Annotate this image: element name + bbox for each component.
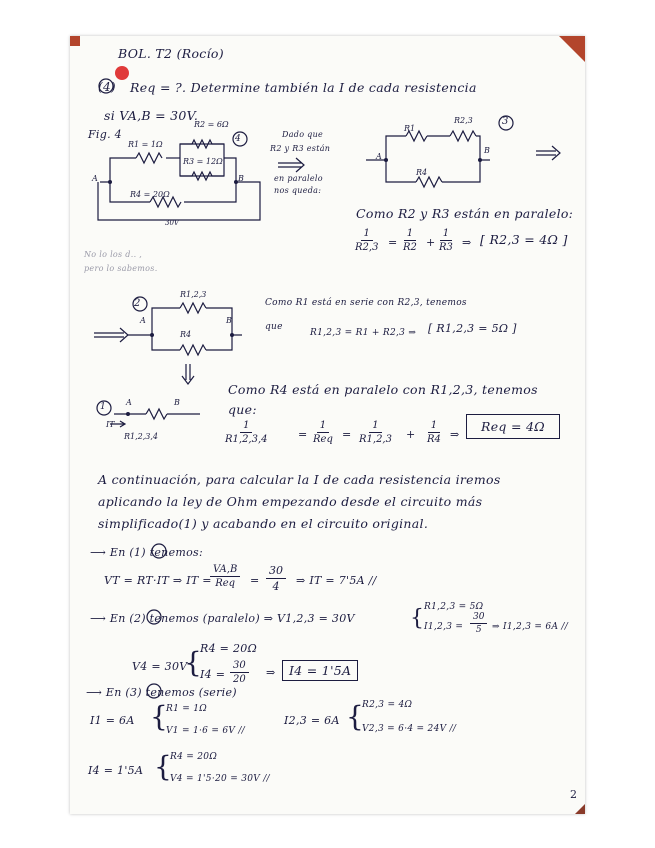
r4-label: R4 = 20Ω: [130, 190, 170, 199]
arrow-icon: [536, 146, 560, 160]
figure3-circle-number: 3: [502, 116, 509, 127]
fraction-vab-req: VA,B Req: [210, 564, 240, 589]
calc-intro: ⟶ En (1) tenemos:: [90, 546, 203, 559]
i1-value: I1 = 6A: [90, 714, 135, 727]
problem-statement: Req = ?. Determine también la I de cada resistencia: [130, 80, 477, 95]
r3-label: R3 = 12Ω: [183, 157, 223, 166]
node-b-label: B: [226, 316, 232, 325]
brace: {: [150, 700, 169, 733]
paragraph-line: aplicando la ley de Ohm empezando desde el circuito más: [98, 494, 483, 509]
figure3-circuit: [366, 116, 513, 187]
r1-label: R1 = 1Ω: [128, 140, 163, 149]
paragraph-line: simplificado(1) y acabando en el circuito original.: [98, 516, 429, 531]
paragraph-line: A continuación, para calcular la I de cada resistencia iremos: [98, 472, 501, 487]
r4-resistor: [150, 197, 181, 207]
fraction-req: 1 Req: [313, 420, 333, 445]
equals-sign: =: [342, 428, 352, 441]
r1234-resistor: [146, 409, 167, 419]
r4-label: R4: [180, 330, 192, 339]
ohm-law: VT = RT·IT ⇒ IT =: [104, 574, 212, 587]
node-a-label: A: [92, 174, 98, 183]
notebook-page: [70, 36, 585, 814]
parallel-text: que:: [228, 402, 257, 417]
margin-note: No lo los d.. ,: [84, 250, 143, 259]
r123-resistor: [180, 303, 206, 313]
equals-sign: =: [298, 428, 308, 441]
current-arrow: [110, 421, 125, 427]
series-text: que: [265, 322, 283, 332]
calc-intro: ⟶ En (3) tenemos (serie): [86, 686, 237, 699]
node-a-label: A: [376, 152, 382, 161]
fraction-r23: $\frac{1}{R2,3}$: [355, 228, 379, 253]
series-text: Como R1 está en serie con R2,3, tenemos: [265, 298, 467, 308]
fraction-30-20: $\frac{30}{20}$: [230, 660, 249, 685]
node-b-label: B: [238, 174, 244, 183]
result-r123: [ R1,2,3 = 5Ω ]: [428, 322, 517, 335]
fraction-r3: $\frac{1}{R3}$: [439, 228, 453, 253]
r2-label: R2 = 6Ω: [194, 120, 229, 129]
step-note: nos queda:: [274, 186, 322, 195]
figure2-circle-number: 2: [134, 298, 141, 309]
brace: {: [184, 646, 203, 679]
r23-resistor: [450, 131, 476, 141]
node-a-label: A: [126, 398, 132, 407]
r1-label: R1: [404, 124, 416, 133]
i23-value: I2,3 = 6A: [284, 714, 340, 727]
r4-resistor: [416, 177, 442, 187]
implies-sign: ⇒: [266, 666, 276, 679]
node-b-label: B: [174, 398, 180, 407]
problem-condition: si VA,B = 30V.: [104, 108, 199, 123]
fraction-r4: $\frac{1}{R4}$: [427, 420, 441, 445]
series-equation: R1,2,3 = R1 + R2,3 ⇒: [310, 328, 417, 338]
fraction-r2: $\frac{1}{R2}$: [403, 228, 417, 253]
r23-value: R2,3 = 4Ω: [362, 700, 413, 710]
page-number: 2: [570, 788, 578, 801]
equals-sign: =: [388, 236, 398, 249]
result-req: Req = 4Ω: [466, 414, 560, 439]
v1-value: V1 = 1·6 = 6V //: [166, 726, 246, 736]
parallel-text: Como R4 está en paralelo con R1,2,3, tenemos: [228, 382, 538, 397]
page-title: BOL. T2 (Rocío): [118, 46, 224, 61]
result-i123: ⇒ I1,2,3 = 6A //: [492, 622, 569, 632]
step-note: Dado que: [282, 130, 324, 139]
circuit-drawings: [70, 36, 585, 814]
r1-value: R1 = 1Ω: [166, 704, 208, 714]
fraction-r1234: $\frac{1}{R1,2,3,4}$: [225, 420, 268, 445]
figure-label: Fig. 4: [88, 128, 122, 141]
r4-value: R4 = 20Ω: [170, 752, 218, 762]
r4-resistor: [180, 345, 206, 355]
r4-label: R4: [416, 168, 428, 177]
r4-value: R4 = 20Ω: [200, 642, 258, 655]
fraction-30-4: $\frac{30}{4}$: [266, 564, 286, 593]
result-r23: [ R2,3 = 4Ω ]: [480, 232, 568, 247]
r23-label: R2,3: [454, 116, 473, 125]
i4-lhs: I4 =: [200, 668, 226, 681]
node-a-label: A: [140, 316, 146, 325]
figure4-circuit: [98, 79, 260, 220]
v23-value: V2,3 = 6·4 = 24V //: [362, 724, 457, 734]
parallel-text: Como R2 y R3 están en paralelo:: [356, 206, 574, 221]
brace: {: [346, 700, 365, 733]
r123-value: R1,2,3 = 5Ω: [424, 602, 484, 612]
node-b-label: B: [484, 146, 490, 155]
r123-label: R1,2,3: [180, 290, 207, 299]
i4-value: I4 = 1'5A: [88, 764, 144, 777]
r1-resistor: [136, 153, 162, 163]
v4-value: V4 = 1'5·20 = 30V //: [170, 774, 270, 784]
margin-note: pero lo sabemos.: [84, 264, 158, 273]
bottom-value-label: 30V: [165, 219, 179, 227]
i123-lhs: I1,2,3 =: [424, 622, 464, 632]
fraction-30-5: $\frac{30}{5}$: [470, 612, 487, 635]
figure1-circle-number: 1: [100, 402, 106, 412]
calc-intro: ⟶ En (2) tenemos (paralelo) ⇒ V1,2,3 = 30V: [90, 612, 355, 625]
figure2-circuit: [128, 297, 242, 355]
down-arrow-icon: [182, 364, 194, 384]
resistor-label: R1,2,3,4: [124, 432, 159, 441]
problem-number: (4): [98, 80, 116, 94]
result-it: ⇒ IT = 7'5A //: [296, 574, 377, 587]
arrow-icon: [94, 328, 128, 342]
current-label: IT: [106, 420, 115, 429]
brace: {: [154, 750, 173, 783]
figure4-circle-number: 4: [235, 134, 241, 144]
step-note: R2 y R3 están: [270, 144, 331, 153]
r1-resistor: [406, 131, 427, 141]
arrow-icon: [278, 158, 304, 172]
v4-value: V4 = 30V: [132, 660, 188, 673]
figure1-circuit: [97, 401, 200, 427]
step-note: en paralelo: [274, 174, 323, 183]
plus-sign: +: [406, 428, 416, 441]
implies-sign: ⇒: [450, 428, 460, 441]
fraction-r123: $\frac{1}{R1,2,3}$: [359, 420, 392, 445]
result-i4: I4 = 1'5A: [282, 660, 358, 681]
implies-sign: ⇒: [462, 236, 472, 249]
brace: {: [410, 606, 425, 631]
plus-sign: +: [426, 236, 436, 249]
equals-sign: =: [250, 574, 260, 587]
